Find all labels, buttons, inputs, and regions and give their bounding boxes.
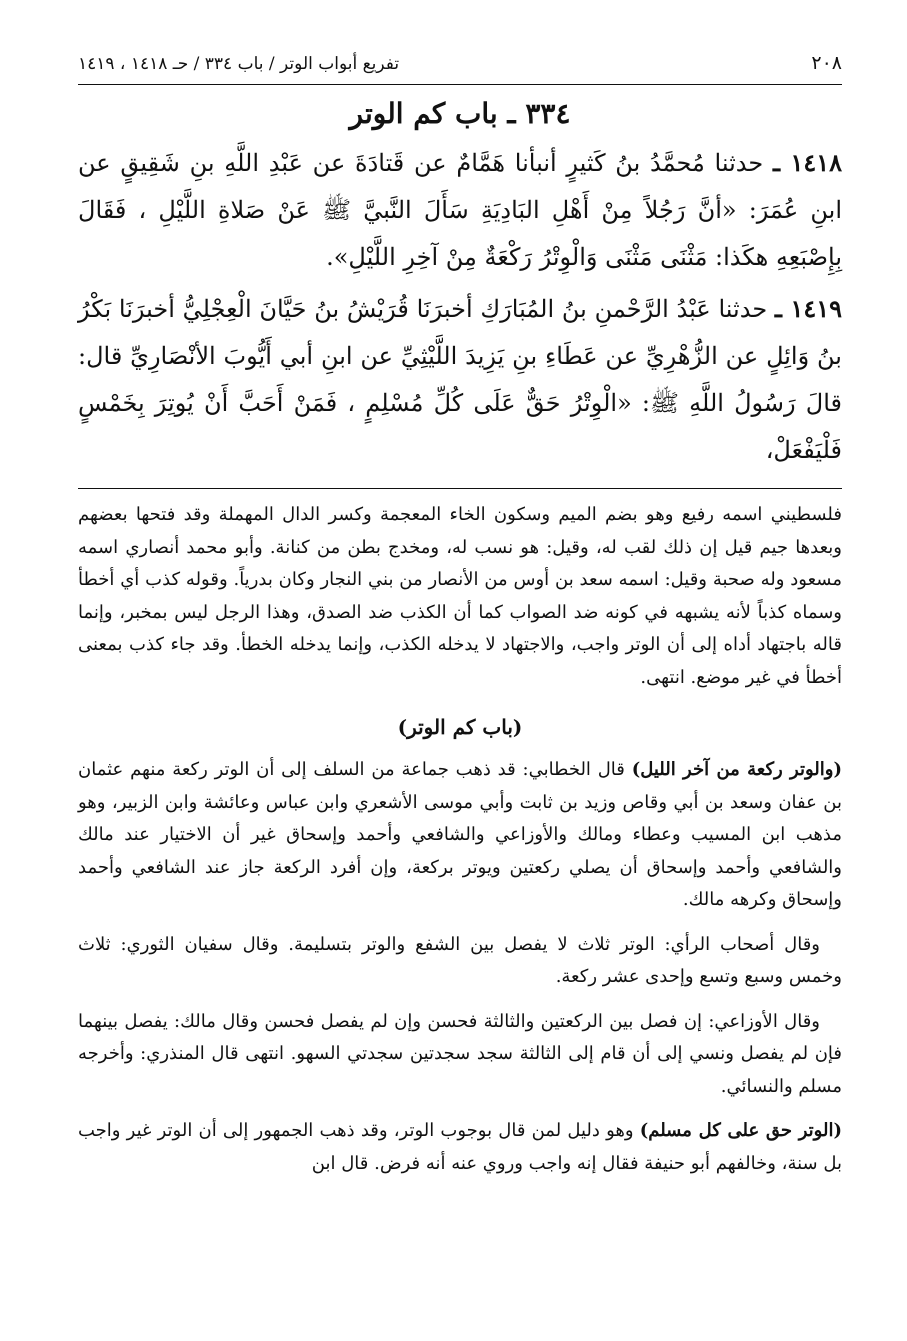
section-title: (باب كم الوتر) [397, 715, 523, 739]
hadith-number: ١٤١٩ ـ [774, 294, 842, 323]
chapter-title: ٣٣٤ ـ باب كم الوتر [349, 97, 571, 130]
paragraph-text: وهو دليل لمن قال بوجوب الوتر، وقد ذهب الجمهور إلى أن الوتر غير واجب بل سنة، وخالفهم أبو حنيفة فقال إنه واجب وروي عنه أنه فرض. قال ابن [78, 1120, 842, 1174]
quoted-lemma: (والوتر ركعة من آخر الليل) [631, 759, 842, 780]
paragraph-text: وقال الأوزاعي: إن فصل بين الركعتين والثالثة فحسن وإن لم يفصل فحسن وقال مالك: يفصل بينهما فإن لم يفصل ونسي إلى أن قام إلى الثالثة سجد سجدتين سجدتي السهو. انتهى قال المنذري: وأخرجه مسلم والنسائي. [78, 1010, 842, 1097]
paragraph-text: وقال أصحاب الرأي: الوتر ثلاث لا يفصل بين الشفع والوتر بتسليمة. وقال سفيان الثوري: ثلاث وخمس وسبع وتسع وإحدى عشر ركعة. [78, 933, 842, 987]
paragraph-text: قال الخطابي: قد ذهب جماعة من السلف إلى أن الوتر ركعة منهم عثمان بن عفان وسعد بن أبي وقاص وزيد بن ثابت وأبي موسى الأشعري وابن عباس وعائشة وابن الزبير، وهو مذهب ابن المسيب وعطاء ومالك والأوزاعي والشافعي وأحمد وإسحاق غير أن الاختيار عند مالك والشافعي وأحمد وإسحاق أن يصلي ركعتين ويوتر بركعة، وإن أفرد الركعة جاز عند الشافعي وأحمد وإسحاق وكرهه مالك. [78, 759, 842, 910]
running-title: تفريع أبواب الوتر / باب ٣٣٤ / حـ ١٤١٨ ، ١٤١٩ [78, 54, 400, 74]
commentary-paragraph [78, 1006, 842, 1104]
commentary-continuation: فلسطيني اسمه رفيع وهو بضم الميم وسكون الخاء المعجمة وكسر الدال المهملة وقد فتحها بعضهم وبعدها جيم قيل إن ذلك لقب له، وقيل: هو نسب له، ومخدج بطن من كنانة. وأبو محمد أنصاري اسمه مسعود وله صحبة وقيل: اسمه سعد بن أوس من الأنصار من بني النجار وكان بدرياً. وقوله كذب أي أخطأ وسماه كذباً لأنه يشبهه في كونه ضد الصواب كما أن الكذب ضد الصدق، وهذا الرجل ليس بمخبر، وإنما قاله باجتهاد أداه إلى أن الوتر واجب، والاجتهاد لا يدخله الكذب، وإنما يدخله الخطأ. وقد جاء كذب بمعنى أخطأ في غير موضع. انتهى. [78, 504, 843, 688]
commentary-paragraph [78, 929, 842, 994]
page-number: ٢٠٨ [811, 52, 842, 74]
running-header [78, 52, 842, 85]
hadith-text: حدثنا مُحمَّدُ بنُ كَثيرٍ أنبأنا هَمَّامٌ عن قَتادَةَ عن عَبْدِ اللَّهِ بنِ شَقِيقٍ عن ابنِ عُمَرَ: «أنَّ رَجُلاً مِنْ أَهْلِ البَادِيَةِ سَأَلَ النَّبيَّ ﷺ عَنْ صَلاةِ اللَّيْلِ ، فَقَالَ بِإِصْبَعِهِ هكَذا: مَثْنَى مَثْنَى وَالْوِتْرُ رَكْعَةٌ مِنْ آخِرِ اللَّيْلِ». [78, 149, 842, 271]
hadith-text: حدثنا عَبْدُ الرَّحْمنِ بنُ المُبَارَكِ أخبرَنَا قُرَيْشُ بنُ حَيَّانَ الْعِجْلِيُّ أخبرَنَا بَكْرُ بنُ وَائِلٍ عن الزُّهْرِيِّ عن عَطَاءِ بنِ يَزِيدَ اللَّيْثِيِّ عن ابنِ أبي أَيُّوبَ الأنْصَارِيِّ قال: قالَ رَسُولُ اللَّهِ ﷺ: «الْوِتْرُ حَقٌّ عَلَى كُلِّ مُسْلِمٍ ، فَمَنْ أَحَبَّ أَنْ يُوتِرَ بِخَمْسٍ فَلْيَفْعَلْ، [78, 295, 842, 464]
quoted-lemma: (الوتر حق على كل مسلم) [639, 1120, 842, 1141]
commentary-paragraph [78, 1115, 842, 1180]
hadith-number: ١٤١٨ ـ [772, 148, 842, 177]
footnote-divider [78, 488, 842, 489]
commentary-paragraph [78, 754, 842, 917]
hadith-1418 [78, 139, 842, 281]
book-page [78, 52, 842, 1332]
hadith-1419 [78, 285, 842, 474]
